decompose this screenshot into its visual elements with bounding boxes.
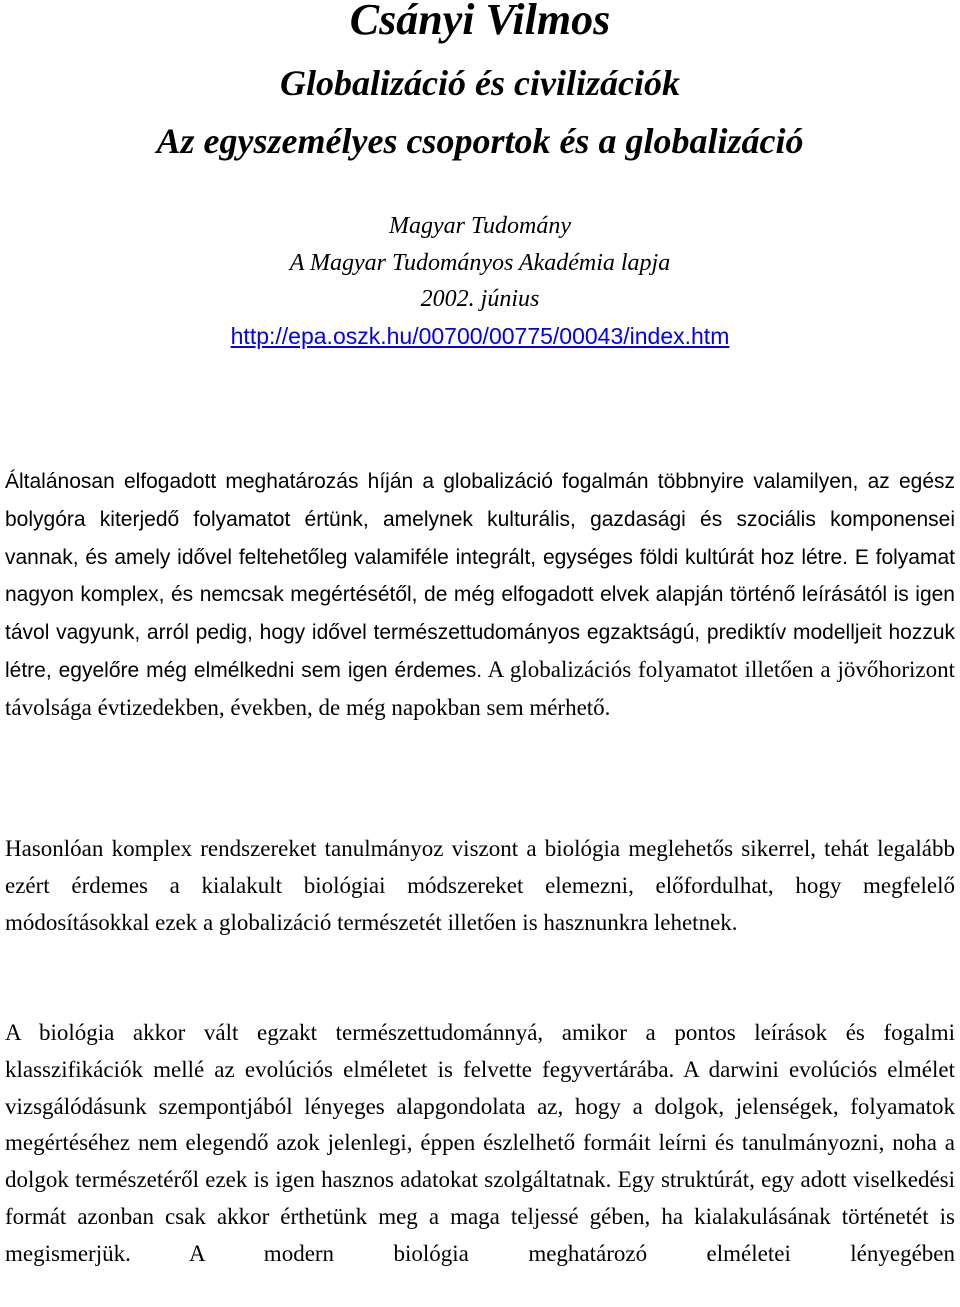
paragraph-1-text-serif: A globalizációs folyamatot illetően a jövőhorizont távolsága évtizedekben, években, de még napokban sem mérhető. xyxy=(5,656,955,720)
publication-date: 2002. június xyxy=(420,286,540,312)
body-paragraph-3: A biológia akkor vált egzakt természettudománnyá, amikor a pontos leírások és fogalmi klasszifikációk mellé az evolúciós elméletet is felvette fegyvertárába. A darwini evolúciós elmélet vizsgálódásunk szempontjából lényeges alapgondolata az, hogy a dolgok, jelenségek, folyamatok megértéséhez nem elegendő azok jelenlegi, éppen észlelhető formáit leírni és tanulmányozni, noha a dolgok természetéről ezek is igen hasznos adatokat szolgáltatnak. Egy struktúrát, egy adott viselkedési formát azonban csak akkor érthetünk meg a maga teljessé gében, ha kialakulásának történetét is megismerjük. A modern biológia meghatározó elméletei lényegében xyxy=(5,1020,955,1266)
publisher-name: A Magyar Tudományos Akadémia lapja xyxy=(289,249,671,276)
body-paragraph-1 xyxy=(5,463,955,727)
source-block xyxy=(0,208,960,355)
document-title: Globalizáció és civilizációk xyxy=(280,63,680,103)
journal-name: Magyar Tudomány xyxy=(389,213,571,239)
author-name: Csányi Vilmos xyxy=(349,0,611,44)
document-subtitle: Az egyszemélyes csoportok és a globalizáció xyxy=(156,121,804,161)
paragraph-1-text-sans: Általánosan elfogadott meghatározás híján a globalizáció fogalmán többnyire valamilyen, az egész bolygóra kiterjedő folyamatot értünk, amelynek kulturális, gazdasági és szociális komponensei vannak, és amely idővel feltehetőleg valamiféle integrált, egységes földi kultúrát hoz létre. E folyamat nagyon komplex, és nemcsak megértésétől, de még elfogadott elvek alapján történő leírásától is igen távol vagyunk, arról pedig, hogy idővel természettudományos egzaktságú, prediktív modelljeit hozzuk létre, egyelőre még elmélkedni sem igen érdemes. xyxy=(5,470,955,682)
source-link[interactable]: http://epa.oszk.hu/00700/00775/00043/index.htm xyxy=(230,322,730,349)
body-paragraph-2: Hasonlóan komplex rendszereket tanulmányoz viszont a biológia meglehetős sikerrel, tehát legalább ezért érdemes a kialakult biológiai módszereket elemezni, előfordulhat, hogy megfelelő módosításokkal ezek a globalizáció természetét illetően is hasznunkra lehetnek. xyxy=(5,836,955,935)
